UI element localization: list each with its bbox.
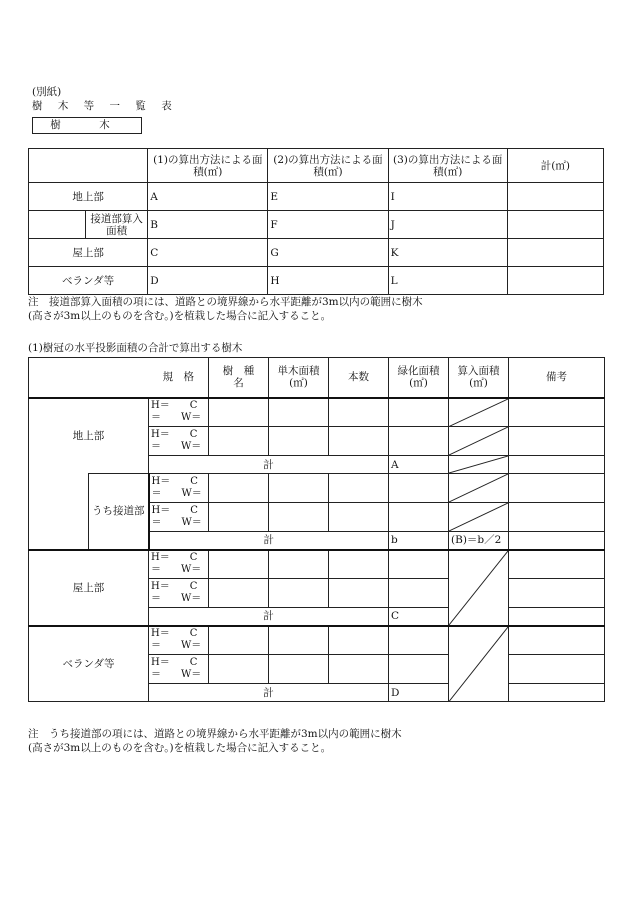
cell-K: K: [388, 239, 507, 267]
spec-line-2: ＝ W＝: [151, 564, 202, 576]
total-label: 計: [149, 684, 389, 702]
total-label: 計: [149, 532, 389, 550]
note-2-line-1: 注 うち接道部の項には、道路との境界線から水平距離が3m以内の範囲に樹木: [28, 728, 402, 740]
spec-line-1: H＝ C: [151, 429, 198, 440]
spec-line-1: H＝ C: [151, 476, 198, 487]
row-label-ground: 地上部: [29, 183, 148, 211]
summary-header-blank: [29, 149, 148, 183]
spec-line-1: H＝ C: [151, 552, 198, 564]
spec-line-1: H＝ C: [151, 505, 198, 516]
spec-cell: [149, 550, 209, 579]
spec-line-2: ＝ W＝: [151, 412, 202, 424]
tree-header-row: [29, 358, 605, 398]
summary-col-1: (1)の算出方法による面積(㎡): [148, 149, 268, 183]
cell-B: B: [148, 211, 268, 239]
cell-road-total: [507, 211, 603, 239]
row-indent: [29, 211, 86, 239]
total-label: 計: [149, 608, 389, 626]
veranda-row-1: [29, 626, 605, 655]
road-row-1: [29, 474, 605, 503]
header-unit-area: 単木面積 (㎡): [269, 358, 329, 398]
summary-row-road: [29, 211, 604, 239]
cell-ground-total: [507, 183, 603, 211]
section-road: うち接道部: [89, 474, 149, 550]
rooftop-total-C: C: [389, 608, 449, 626]
summary-col-total: 計(㎡): [507, 149, 603, 183]
rooftop-row-1: [29, 550, 605, 579]
document-title: 樹 木 等 一 覧 表: [32, 100, 178, 112]
diagonal-cell: [449, 474, 509, 503]
cell-D: D: [148, 267, 268, 295]
spec-cell: [149, 655, 209, 684]
spec-line-2: ＝ W＝: [151, 441, 202, 452]
cell-rooftop-total: [507, 239, 603, 267]
row-label-veranda: ベランダ等: [29, 267, 148, 295]
header-spec: 規 格: [149, 358, 209, 398]
diagonal-cell: [449, 503, 509, 532]
cell-F: F: [268, 211, 388, 239]
header-species: 樹 種 名: [209, 358, 269, 398]
spec-line-1: H＝ C: [151, 581, 198, 592]
road-indent: [29, 474, 89, 550]
summary-col-2: (2)の算出方法による面積(㎡): [268, 149, 388, 183]
ground-total-A: A: [389, 456, 449, 474]
row-label-road: 接道部算入面積: [86, 211, 148, 239]
header-green-area: 緑化面積 (㎡): [389, 358, 449, 398]
diagonal-cell: [449, 398, 509, 427]
cell-J: J: [388, 211, 507, 239]
diagonal-cell: [449, 626, 509, 702]
category-box: 樹 木: [32, 117, 142, 134]
note-2-line-2: (高さが3m以上のものを含む。)を植栽した場合に記入すること。: [28, 742, 332, 754]
road-total-b: b: [389, 532, 449, 550]
spec-cell: [149, 474, 209, 503]
section-ground: 地上部: [29, 398, 149, 474]
spec-line-2: ＝ W＝: [151, 669, 202, 680]
spec-line-1: H＝ C: [151, 657, 198, 668]
spec-cell: [149, 579, 209, 608]
spec-line-2: ＝ W＝: [151, 517, 202, 528]
summary-row-ground: [29, 183, 604, 211]
cell-G: G: [268, 239, 388, 267]
diagonal-cell: [449, 427, 509, 456]
header-remarks: 備考: [509, 358, 605, 398]
spec-line-1: H＝ C: [151, 628, 198, 640]
summary-header-row: [29, 149, 604, 183]
spec-line-2: ＝ W＝: [151, 640, 202, 652]
total-label: 計: [149, 456, 389, 474]
summary-col-3: (3)の算出方法による面積(㎡): [388, 149, 507, 183]
section-rooftop: 屋上部: [29, 550, 149, 626]
header-blank: [29, 358, 149, 398]
summary-table: [28, 148, 604, 295]
summary-row-veranda: [29, 267, 604, 295]
spec-cell: [149, 398, 209, 427]
summary-row-rooftop: [29, 239, 604, 267]
spec-line-1: H＝ C: [151, 400, 198, 412]
cell-I: I: [388, 183, 507, 211]
note-1-line-2: (高さが3m以上のものを含む。)を植栽した場合に記入すること。: [28, 310, 332, 322]
cell-C: C: [148, 239, 268, 267]
veranda-total-D: D: [389, 684, 449, 702]
cell-L: L: [388, 267, 507, 295]
header-counted-area: 算入面積 (㎡): [449, 358, 509, 398]
spec-line-2: ＝ W＝: [151, 593, 202, 604]
section-veranda: ベランダ等: [29, 626, 149, 702]
spec-cell: [149, 503, 209, 532]
diagonal-cell: [449, 550, 509, 626]
attachment-label: (別紙): [32, 86, 62, 98]
spec-cell: [149, 427, 209, 456]
tree-table: [28, 357, 605, 702]
note-1-line-1: 注 接道部算入面積の項には、道路との境界線から水平距離が3m以内の範囲に樹木: [28, 296, 423, 308]
cell-E: E: [268, 183, 388, 211]
cell-veranda-total: [507, 267, 603, 295]
cell-A: A: [148, 183, 268, 211]
cell-H: H: [268, 267, 388, 295]
road-formula: (B)＝b／2: [449, 532, 509, 550]
ground-row-1: [29, 398, 605, 427]
spec-line-2: ＝ W＝: [151, 488, 202, 499]
header-count: 本数: [329, 358, 389, 398]
spec-cell: [149, 626, 209, 655]
table2-caption: (1)樹冠の水平投影面積の合計で算出する樹木: [28, 342, 243, 354]
diagonal-cell: [449, 456, 509, 474]
row-label-rooftop: 屋上部: [29, 239, 148, 267]
